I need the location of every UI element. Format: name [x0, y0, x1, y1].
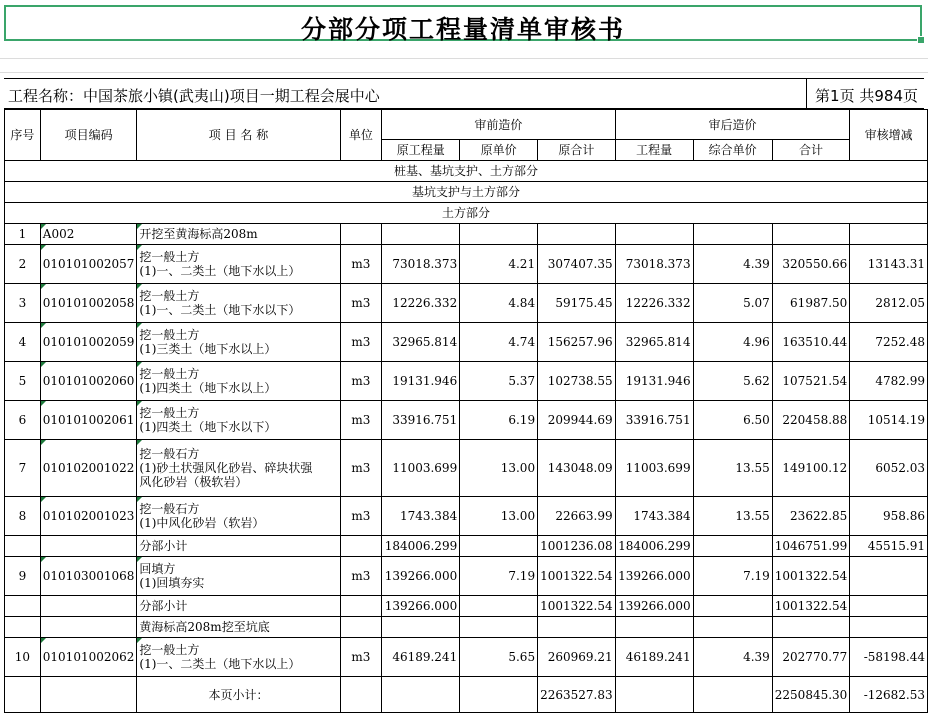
name-line: (1)一、二类土（地下水以下） — [139, 303, 301, 317]
orig-total-cell: 260969.21 — [538, 638, 616, 677]
name-line: (1)回填夯实 — [139, 576, 205, 590]
orig-qty-cell: 184006.299 — [382, 536, 460, 557]
subtotal-label: 分部小计 — [137, 596, 340, 617]
orig-price-cell: 4.74 — [460, 323, 538, 362]
price-cell: 5.62 — [693, 362, 772, 401]
diff-cell: 7252.48 — [850, 323, 928, 362]
page-total-row[interactable] — [5, 677, 928, 713]
table-row[interactable] — [5, 557, 928, 596]
qty-cell: 11003.699 — [615, 440, 693, 497]
price-cell: 6.50 — [693, 401, 772, 440]
diff-cell: 2812.05 — [850, 284, 928, 323]
diff-cell: 958.86 — [850, 497, 928, 536]
page-diff: -12682.53 — [850, 677, 928, 713]
orig-total-cell: 59175.45 — [538, 284, 616, 323]
name-cell — [137, 497, 340, 536]
orig-price-cell: 13.00 — [460, 497, 538, 536]
name-line: 回填方 — [139, 562, 176, 576]
diff-cell — [850, 596, 928, 617]
orig-total-cell: 1001322.54 — [538, 557, 616, 596]
total-cell: 107521.54 — [772, 362, 850, 401]
subtotal-row[interactable] — [5, 596, 928, 617]
unit-cell: m3 — [340, 440, 382, 497]
unit-cell: m3 — [340, 401, 382, 440]
name-line: 挖一般土方 — [139, 406, 200, 420]
qty-cell: 184006.299 — [615, 536, 693, 557]
table-row[interactable] — [5, 284, 928, 323]
header-unit: 单位 — [340, 110, 382, 161]
section-title: 土方部分 — [5, 203, 928, 224]
total-cell: 149100.12 — [772, 440, 850, 497]
orig-price-cell: 4.21 — [460, 245, 538, 284]
name-line: (1)四类土（地下水以上） — [139, 381, 277, 395]
unit-cell: m3 — [340, 362, 382, 401]
orig-qty-cell: 46189.241 — [382, 638, 460, 677]
code-cell: 010101002057 — [40, 245, 137, 284]
subtotal-label: 分部小计 — [137, 536, 340, 557]
name-cell — [137, 638, 340, 677]
unit-cell: m3 — [340, 323, 382, 362]
header-orig-qty: 原工程量 — [382, 140, 460, 161]
name-line: 挖一般土方 — [139, 328, 200, 342]
seq-cell: 6 — [5, 401, 41, 440]
price-cell: 4.39 — [693, 245, 772, 284]
name-cell — [137, 323, 340, 362]
orig-qty-cell: 11003.699 — [382, 440, 460, 497]
seq-cell: 3 — [5, 284, 41, 323]
seq-cell: 1 — [5, 224, 41, 245]
seq-cell: 5 — [5, 362, 41, 401]
table-row[interactable] — [5, 245, 928, 284]
price-cell: 4.96 — [693, 323, 772, 362]
diff-cell: 4782.99 — [850, 362, 928, 401]
project-info-bar — [4, 78, 924, 109]
group-header-row[interactable] — [5, 617, 928, 638]
qty-cell: 19131.946 — [615, 362, 693, 401]
orig-total-cell: 156257.96 — [538, 323, 616, 362]
header-orig-total: 原合计 — [538, 140, 616, 161]
orig-qty-cell: 1743.384 — [382, 497, 460, 536]
orig-price-cell: 5.37 — [460, 362, 538, 401]
sheet-gridline — [0, 72, 928, 73]
header-name: 项 目 名 称 — [137, 110, 340, 161]
name-line: (1)砂土状强风化砂岩、碎块状强 — [139, 461, 313, 475]
header-diff: 审核增减 — [850, 110, 928, 161]
unit-cell: m3 — [340, 497, 382, 536]
name-cell — [137, 284, 340, 323]
header-code: 项目编码 — [40, 110, 137, 161]
title-cell[interactable] — [4, 5, 922, 44]
total-cell: 23622.85 — [772, 497, 850, 536]
name-cell — [137, 245, 340, 284]
diff-cell: -58198.44 — [850, 638, 928, 677]
name-line: 挖一般土方 — [139, 367, 200, 381]
code-cell: 010101002060 — [40, 362, 137, 401]
diff-cell: 45515.91 — [850, 536, 928, 557]
code-cell: 010101002059 — [40, 323, 137, 362]
section-title: 桩基、基坑支护、土方部分 — [5, 161, 928, 182]
diff-cell — [850, 557, 928, 596]
table-row[interactable] — [5, 497, 928, 536]
qty-cell: 32965.814 — [615, 323, 693, 362]
qty-cell: 73018.373 — [615, 245, 693, 284]
orig-qty-cell: 19131.946 — [382, 362, 460, 401]
orig-total-cell: 1001322.54 — [538, 596, 616, 617]
name-cell — [137, 362, 340, 401]
page-total-label: 本页小计： — [137, 677, 340, 713]
orig-price-cell: 7.19 — [460, 557, 538, 596]
page-info: 第1页 共984页 — [806, 79, 922, 108]
orig-total-cell: 143048.09 — [538, 440, 616, 497]
qty-cell: 1743.384 — [615, 497, 693, 536]
orig-price-cell: 4.84 — [460, 284, 538, 323]
header-total: 合计 — [772, 140, 850, 161]
total-cell: 1046751.99 — [772, 536, 850, 557]
group-header-label: 黄海标高208m挖至坑底 — [137, 617, 340, 638]
seq-cell: 7 — [5, 440, 41, 497]
orig-price-cell: 5.65 — [460, 638, 538, 677]
total-cell: 220458.88 — [772, 401, 850, 440]
name-line: 挖一般土方 — [139, 643, 200, 657]
name-line: (1)一、二类土（地下水以上） — [139, 264, 301, 278]
sheet-gridline — [0, 58, 928, 59]
code-cell: 010103001068 — [40, 557, 137, 596]
orig-qty-cell: 73018.373 — [382, 245, 460, 284]
header-qty: 工程量 — [615, 140, 693, 161]
header-before: 审前造价 — [382, 110, 615, 140]
total-cell: 61987.50 — [772, 284, 850, 323]
name-cell — [137, 440, 340, 497]
header-after: 审后造价 — [615, 110, 850, 140]
total-cell: 320550.66 — [772, 245, 850, 284]
project-name: 工程名称：中国茶旅小镇(武夷山)项目一期工程会展中心 — [8, 87, 380, 105]
code-cell: 010101002061 — [40, 401, 137, 440]
seq-cell: 10 — [5, 638, 41, 677]
name-line: 挖一般土方 — [139, 289, 200, 303]
seq-cell: 2 — [5, 245, 41, 284]
name-cell — [137, 401, 340, 440]
header-seq: 序号 — [5, 110, 41, 161]
orig-qty-cell: 33916.751 — [382, 401, 460, 440]
seq-cell: 8 — [5, 497, 41, 536]
unit-cell: m3 — [340, 245, 382, 284]
table-row[interactable] — [5, 362, 928, 401]
total-cell: 163510.44 — [772, 323, 850, 362]
code-cell: 010102001022 — [40, 440, 137, 497]
qty-cell: 139266.000 — [615, 596, 693, 617]
price-cell: 4.39 — [693, 638, 772, 677]
total-cell: 1001322.54 — [772, 596, 850, 617]
price-cell: 13.55 — [693, 440, 772, 497]
page-total: 2250845.30 — [772, 677, 850, 713]
orig-price-cell: 13.00 — [460, 440, 538, 497]
orig-total-cell: 22663.99 — [538, 497, 616, 536]
orig-total-cell: 1001236.08 — [538, 536, 616, 557]
table-row[interactable] — [5, 401, 928, 440]
table-row[interactable] — [5, 323, 928, 362]
price-cell: 7.19 — [693, 557, 772, 596]
total-cell: 1001322.54 — [772, 557, 850, 596]
code-cell: 010101002058 — [40, 284, 137, 323]
name-line: (1)中风化砂岩（软岩） — [139, 516, 265, 530]
code-cell: A002 — [40, 224, 137, 245]
orig-qty-cell: 139266.000 — [382, 557, 460, 596]
qty-cell: 46189.241 — [615, 638, 693, 677]
name-cell: 开挖至黄海标高208m — [137, 224, 340, 245]
name-line: 风化砂岩（极软岩） — [139, 475, 248, 489]
seq-cell: 4 — [5, 323, 41, 362]
selection-fill-handle[interactable] — [917, 36, 925, 44]
qty-cell: 139266.000 — [615, 557, 693, 596]
name-line: 挖一般石方 — [139, 447, 200, 461]
orig-qty-cell: 32965.814 — [382, 323, 460, 362]
name-line: (1)一、二类土（地下水以上） — [139, 657, 301, 671]
subtotal-row[interactable] — [5, 536, 928, 557]
unit-cell: m3 — [340, 638, 382, 677]
orig-price-cell: 6.19 — [460, 401, 538, 440]
page-orig-total: 2263527.83 — [538, 677, 616, 713]
qty-cell: 33916.751 — [615, 401, 693, 440]
orig-total-cell: 209944.69 — [538, 401, 616, 440]
price-cell: 13.55 — [693, 497, 772, 536]
name-line: 挖一般土方 — [139, 250, 200, 264]
name-line: 挖一般石方 — [139, 502, 200, 516]
diff-cell: 10514.19 — [850, 401, 928, 440]
code-cell: 010102001023 — [40, 497, 137, 536]
bill-of-quantities-table — [4, 109, 928, 713]
name-line: (1)四类土（地下水以下） — [139, 420, 277, 434]
orig-total-cell: 307407.35 — [538, 245, 616, 284]
unit-cell: m3 — [340, 284, 382, 323]
name-line: (1)三类土（地下水以上） — [139, 342, 277, 356]
seq-cell: 9 — [5, 557, 41, 596]
price-cell: 5.07 — [693, 284, 772, 323]
diff-cell: 13143.31 — [850, 245, 928, 284]
table-row[interactable] — [5, 638, 928, 677]
page-title: 分部分项工程量清单审核书 — [300, 15, 625, 44]
table-row[interactable] — [5, 440, 928, 497]
code-cell: 010101002062 — [40, 638, 137, 677]
section-title: 基坑支护与土方部分 — [5, 182, 928, 203]
table-row[interactable] — [5, 224, 928, 245]
orig-qty-cell: 12226.332 — [382, 284, 460, 323]
unit-cell: m3 — [340, 557, 382, 596]
total-cell: 202770.77 — [772, 638, 850, 677]
orig-total-cell: 102738.55 — [538, 362, 616, 401]
header-orig-price: 原单价 — [460, 140, 538, 161]
header-price: 综合单价 — [693, 140, 772, 161]
diff-cell: 6052.03 — [850, 440, 928, 497]
qty-cell: 12226.332 — [615, 284, 693, 323]
orig-qty-cell: 139266.000 — [382, 596, 460, 617]
name-cell — [137, 557, 340, 596]
